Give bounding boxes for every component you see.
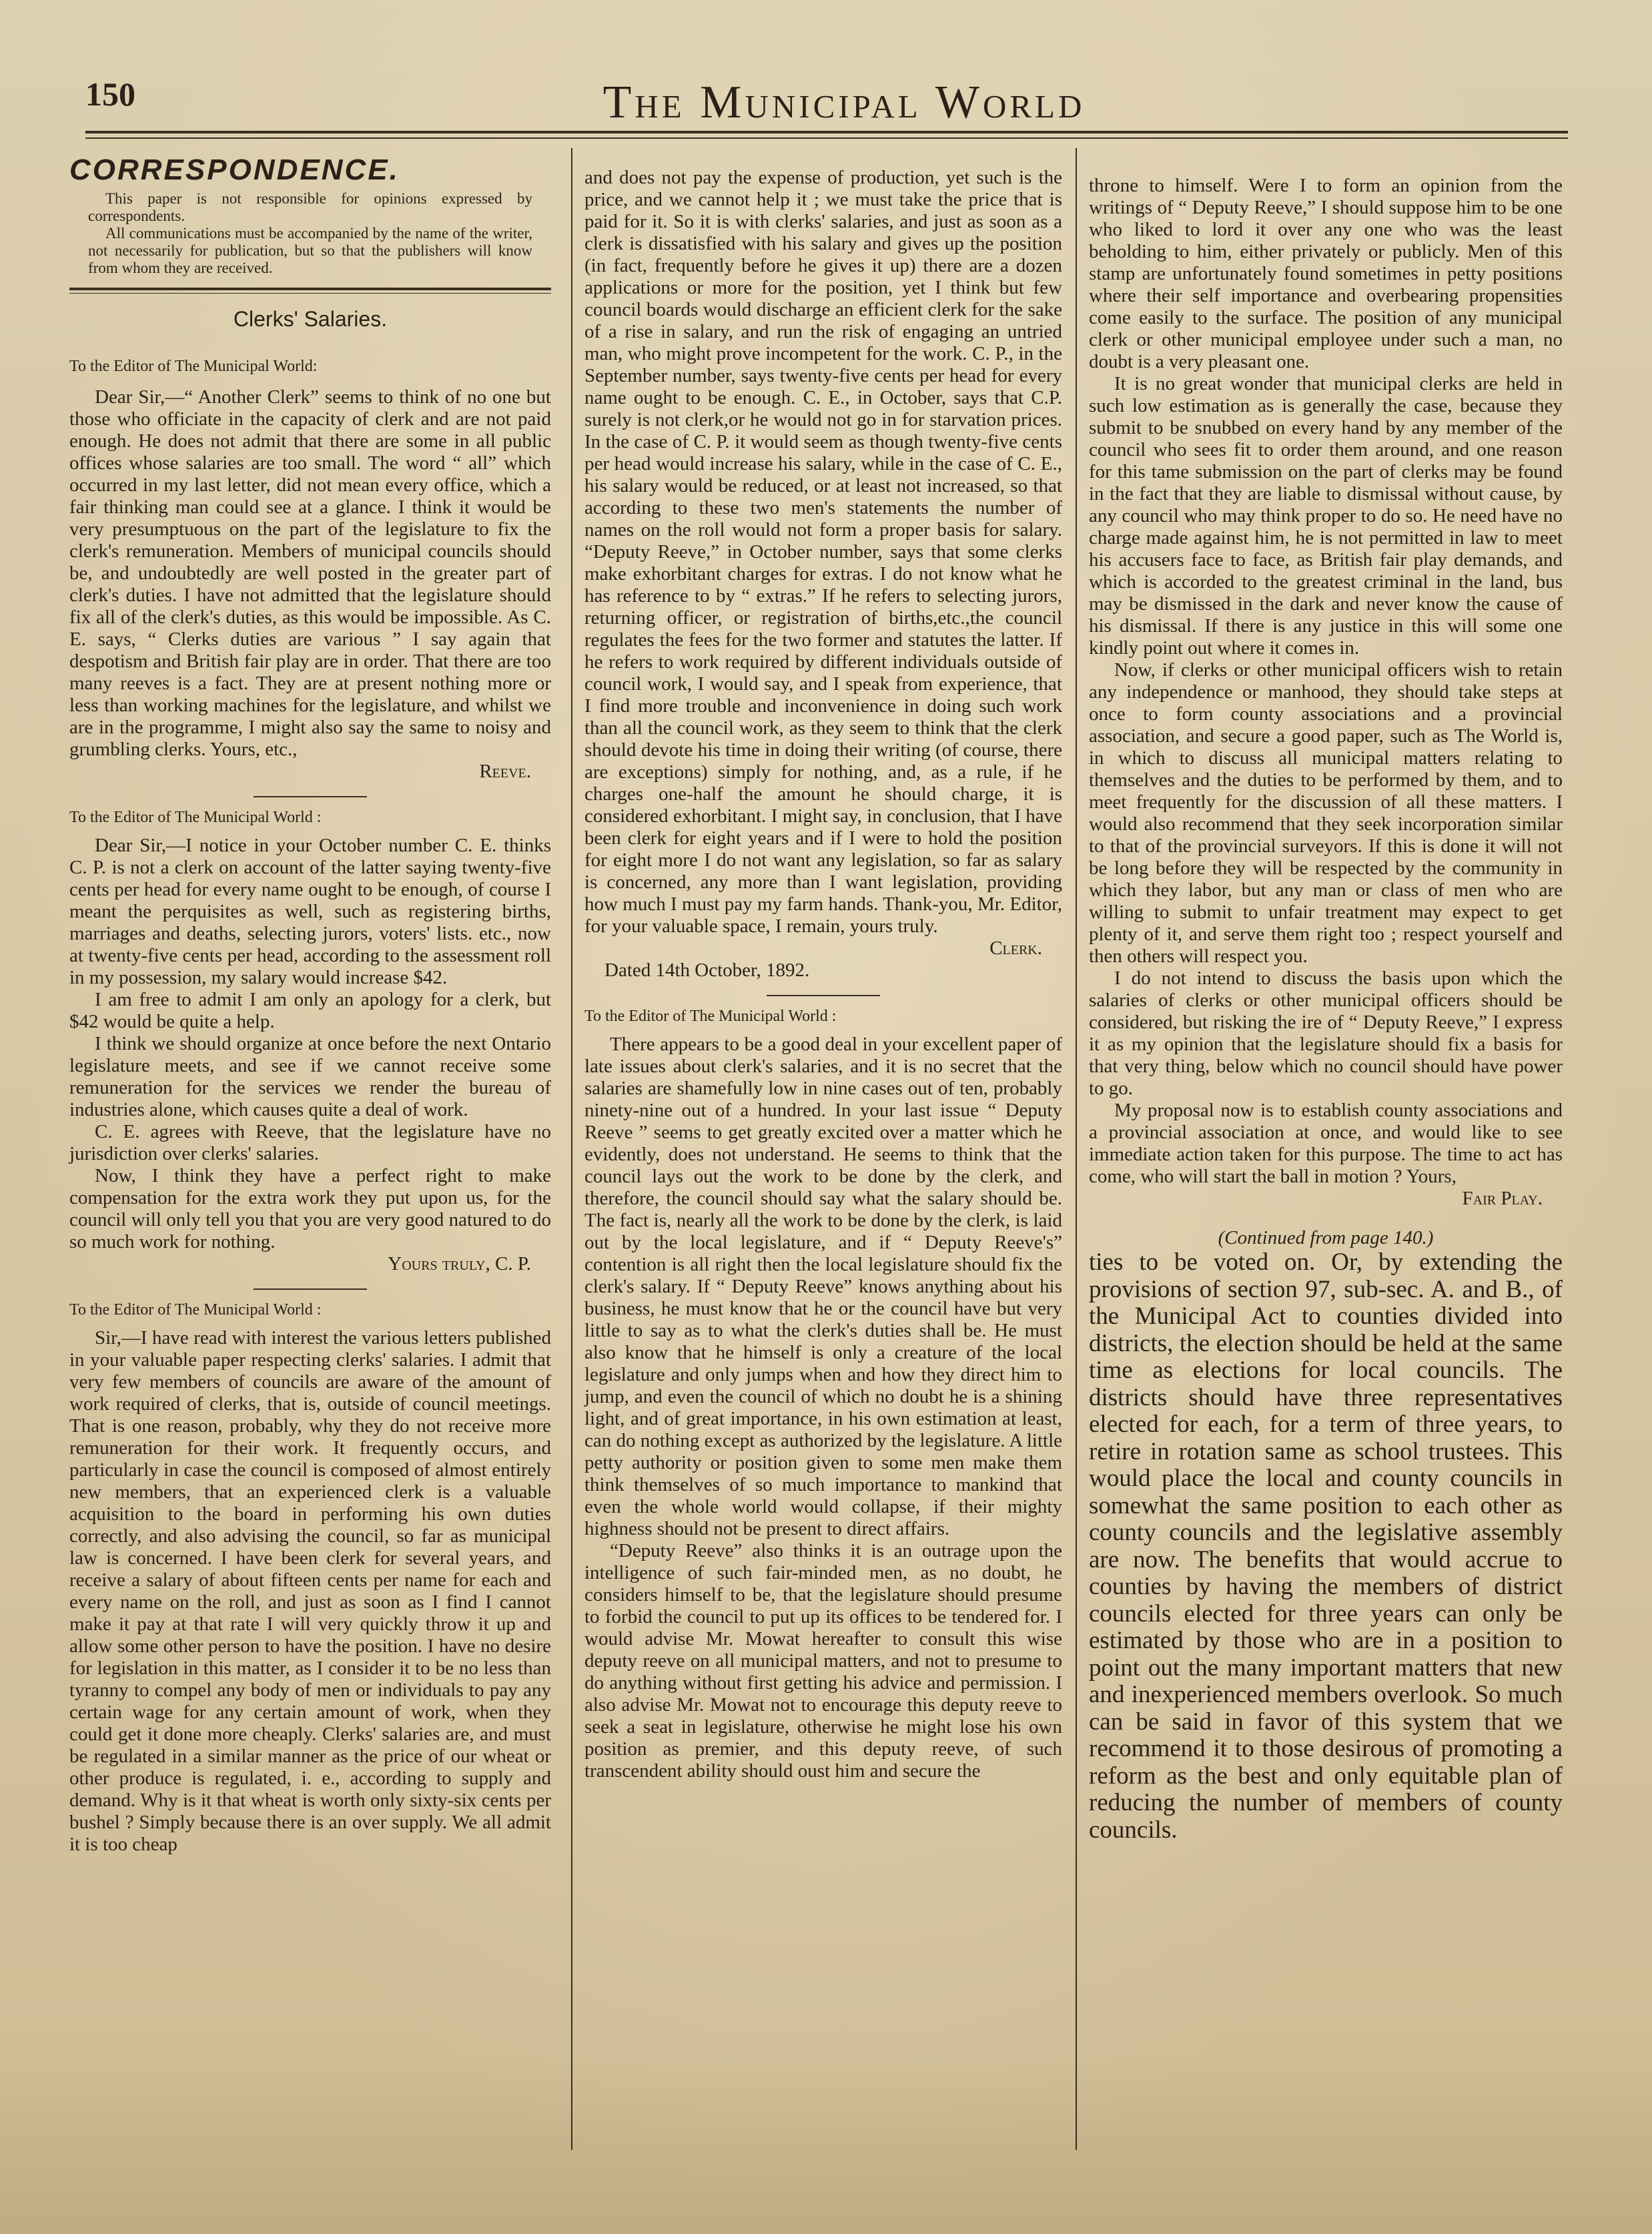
- paper-stain: [0, 2055, 1652, 2234]
- paragraph: Dear Sir,—“ Another Clerk” seems to think of no one but those who officiate in the capacity of clerk and are not paid enough. He does not admit that there are some in all public offices whose salaries are too small. The word “ all” which occurred in my last letter, did not mean every office, which a fair thinking man could see at a glance. I think it would be very presumptuous on the part of the legislature to fix the clerk's remuneration. Members of municipal councils should be, and undoubtedly are well posted in the greater part of clerk's duties. I have not admitted that the legislature should fix all of the clerk's duties, as this would be impossible. As C. E. says, “ Clerks duties are various ” I say again that despotism and British fair play are in order. That there are too many reeves is a fact. They are at present nothing more or less than working machines for the legislature, and whilst we are in the programme, I might also say the same to noisy and grumbling clerks. Yours, etc.,: [69, 386, 551, 760]
- notice-line: All communications must be accompanied by the name of the writer, not necessarily for publication, but so that the publishers will know from whom they are received.: [88, 225, 532, 276]
- page-number: 150: [85, 75, 135, 113]
- masthead: The Municipal World: [602, 77, 1086, 128]
- letter-signature: Clerk.: [989, 938, 1042, 959]
- column-1: [69, 153, 551, 1856]
- paragraph: Sir,—I have read with interest the various letters published in your valuable paper respecting clerks' salaries. I admit that very few members of councils are aware of the amount of work required of clerks, that is, outside of council meetings. That is one reason, probably, why they do not receive more remuneration for their work. It frequently occurs, and particularly in case the council is composed of almost entirely new members, that an experienced clerk is a valuable acquisition to the board in performing his own duties correctly, and also advising the council, so far as municipal law is concerned. I have been clerk for several years, and receive a salary of about fifteen cents per name for each and every name on the roll, and just as soon as I find I cannot make it pay at that rate I will very quickly throw it up and allow some other person to have the position. I have no desire for legislation in this matter, as I consider it to be no less than tyranny to compel any body of men or individuals to pay any certain wage for any certain amount of work, when they could get it done more cheaply. Clerks' salaries are, and must be regulated in a similar manner as the price of our wheat or other produce is regulated, i. e., according to supply and demand. Why is it that wheat is worth only sixty-six cents per bushel ? Simply because there is an over supply. We all admit it is too cheap: [69, 1327, 551, 1855]
- continued-heading: (Continued from page 140.): [1218, 1227, 1434, 1248]
- paragraph: I think we should organize at once before the next Ontario legislature meets, and see if we cannot receive some remuneration for the services we render the bureau of industries alone, which causes quite a deal of work.: [69, 1033, 551, 1120]
- masthead-rule-bottom: [85, 137, 1568, 139]
- letter-separator: [254, 796, 367, 797]
- paragraph: My proposal now is to establish county associations and a provincial association at once, and would like to see immediate action taken for this purpose. The time to act has come, who will start the ball in motion ? Yours,: [1089, 1100, 1563, 1187]
- column-3: [1089, 175, 1563, 1844]
- letter-salutation: To the Editor of The Municipal World :: [69, 809, 322, 826]
- letter-salutation: To the Editor of The Municipal World :: [584, 1008, 837, 1025]
- subhead: Clerks' Salaries.: [233, 307, 388, 331]
- paragraph: throne to himself. Were I to form an opinion from the writings of “ Deputy Reeve,” I should suppose him to be one who liked to lord it over any one who was the least beholding to him, either privately or publicly. Men of this stamp are unfortunately found sometimes in petty positions where their self importance and overbearing propensities come easily to the surface. The position of any municipal clerk or other municipal employee under such a man, no doubt is a very pleasant one.: [1089, 175, 1563, 372]
- letter-signature: Reeve.: [479, 761, 531, 782]
- paragraph: Now, I think they have a perfect right to make compensation for the extra work they put upon us, for the council will only tell you that you are very good natured to do so much work for nothing.: [69, 1165, 551, 1252]
- letter-separator: [254, 1288, 367, 1290]
- continued-article: [1089, 1249, 1563, 1844]
- paragraph: I am free to admit I am only an apology for a clerk, but $42 would be quite a help.: [69, 989, 551, 1032]
- section-rule: [69, 288, 551, 290]
- letter-salutation: To the Editor of The Municipal World :: [69, 1301, 322, 1319]
- column-divider-2: [1076, 148, 1077, 2150]
- section-rule-thin: [69, 293, 551, 294]
- masthead-rule-top: [85, 131, 1568, 133]
- letter-salutation: To the Editor of The Municipal World:: [69, 358, 318, 375]
- letter-signature: Fair Play.: [1462, 1188, 1543, 1209]
- paragraph: ties to be voted on. Or, by extending the provisions of section 97, sub-sec. A. and B., of the Municipal Act to counties divided into districts, the election should be held at the same time as elections for local councils. The districts should have three representatives elected for each, for a term of three years, to retire in rotation same as school trustees. This would place the local and county councils in somewhat the same position to each other as county councils and the legislative assembly are now. The benefits that would accrue to counties by having the members of district councils elected for three years can only be estimated by those who are in a position to point out the many important matters that new and inexperienced members overlook. So much can be said in favor of this system that we recommend it to those desirous of promoting a reform as the best and only equitable plan of reducing the number of members of county councils.: [1089, 1248, 1563, 1844]
- paragraph: Now, if clerks or other municipal officers wish to retain any independence or manhood, they should take steps at once to form county associations and a provincial association, and secure a good paper, such as The World is, in which to discuss all municipal matters relating to themselves and the duties to be performed by them, and to meet frequently for the discussion of all these matters. I would also recommend that they seek incorporation similar to that of the provincial surveyors. If this is done it will not be long before they will be respected by the community in which they labor, but any man or class of men who are willing to submit to unfair treatment may expect to get plenty of it, and serve them right too ; respect yourself and then others will respect you.: [1089, 659, 1563, 967]
- letter-separator: [767, 995, 880, 996]
- paragraph: I do not intend to discuss the basis upon which the salaries of clerks or other municipal officers should be considered, but risking the ire of “ Deputy Reeve,” I express it as my opinion that the legislature should fix a basis for that very thing, below which no council should have power to go.: [1089, 968, 1563, 1099]
- paragraph: C. E. agrees with Reeve, that the legislature have no jurisdiction over clerks' salaries.: [69, 1121, 551, 1164]
- notice-line: This paper is not responsible for opinions expressed by correspondents.: [88, 190, 532, 224]
- letter-date: Dated 14th October, 1892.: [604, 960, 810, 981]
- paragraph: There appears to be a good deal in your excellent paper of late issues about clerk's salaries, and it is no secret that the salaries are shamefully low in nine cases out of ten, probably ninety-nine out of a hundred. In your last issue “ Deputy Reeve ” seems to get greatly excited over a matter which he evidently, does not understand. He seems to think that the council lays out the work to be done by the clerk, and therefore, the council should say what the salary should be. The fact is, nearly all the work to be done by the clerk, is laid out by the local legislature, and if “ Deputy Reeve's” contention is all right then the local legislature should fix the clerk's salary. If “ Deputy Reeve” knows anything about his business, he must know that he or the council have but very little to say as to what the clerk's duties shall be. He must also know that he himself is only a creature of the local legislature and only jumps when and how they direct him to jump, and even the council of which no doubt he is a shining light, and of great importance, in his own estimation at least, can do nothing except as authorized by the legislature. A little petty authority or position given to some men make them think themselves of so much importance to mankind that even the whole world would collapse, if their mighty highness should not be present to direct affairs.: [584, 1034, 1062, 1539]
- paragraph: “Deputy Reeve” also thinks it is an outrage upon the intelligence of such fair-minded men, as no doubt, he considers himself to be, that the legislature should presume to forbid the council to put up its offices to be tendered for. I would advise Mr. Mowat hereafter to consult this wise deputy reeve on all municipal matters, and not to presume to do anything without first getting his advice and permission. I also advise Mr. Mowat not to encourage this deputy reeve to seek a seat in legislature, otherwise he might lose his own position as premier, and this deputy reeve, of such transcendent ability should oust him and secure the: [584, 1540, 1062, 1782]
- section-title: CORRESPONDENCE.: [69, 153, 400, 186]
- paragraph: and does not pay the expense of production, yet such is the price, and we cannot help it ; we must take the price that is paid for it. So it is with clerks' salaries, and just as soon as a clerk is dissatisfied with his salary and gives up the position (in fact, frequently before he gives it up) there are a dozen applications or more for the position, yet I think but few council boards would discharge an efficient clerk for the sake of a rise in salary, and run the risk of engaging an untried man, who might prove incompetent for the work. C. P., in the September number, says twenty-five cents per head for every name ought to be enough. C. E., in October, says that C.P. surely is not clerk,or he would not go in for starvation prices. In the case of C. P. it would seem as though twenty-five cents per head would increase his salary, while in the case of C. E., his salary would be reduced, or at least not increased, so that according to these two men's statements the number of names on the roll would not form a proper basis for salary. “Deputy Reeve,” in October number, says that some clerks make exhorbitant charges for extras. I do not know what he has reference to by “ extras.” If he refers to selecting jurors, returning officer, or registration of births,etc.,the council regulates the fees for the two former and statutes the latter. If he refers to work required by different individuals outside of council work, I would say, and I speak from experience, that I find more trouble and inconvenience in doing such work than all the council work, as they seem to think that the clerk should devote his time in doing their writing (of course, there are exceptions) simply for nothing, and, as a rule, if he charges one-half the amount he should charge, it is considered exhorbitant. I might say, in conclusion, that I have been clerk for eight years and if I were to hold the position for eight more I do not want any legislation, so far as salary is concerned, any more than I want legislation, providing how much I must pay my farm hands. Thank-you, Mr. Editor, for your valuable space, I remain, yours truly.: [584, 167, 1062, 937]
- notice: [88, 190, 532, 277]
- column-divider-1: [571, 148, 572, 2150]
- paragraph: It is no great wonder that municipal clerks are held in such low estimation as is generally the case, because they submit to be snubbed on every hand by any member of the council who sees fit to order them around, and one reason for this tame submission on the part of clerks may be found in the fact that they are liable to dismissal without cause, by any council who may think proper to do so. He need have no charge made against him, he is not permitted in law to meet his accusers face to face, as British fair play demands, and which is accorded to the greatest criminal in the land, bus may be dismissed in the dark and never know the cause of his dismissal. If there is any justice in this will some one kindly point out where it comes in.: [1089, 373, 1563, 659]
- paragraph: Dear Sir,—I notice in your October number C. E. thinks C. P. is not a clerk on account of the latter saying twenty-five cents per head for every name ought to be enough, of course I meant the perquisites as well, such as registering births, marriages and deaths, selecting jurors, voters' lists. etc., now at twenty-five cents per head, according to the assessment roll in my possession, my salary would increase $42.: [69, 835, 551, 988]
- column-2: [584, 167, 1062, 1782]
- letter-signature: Yours truly, C. P.: [388, 1253, 531, 1274]
